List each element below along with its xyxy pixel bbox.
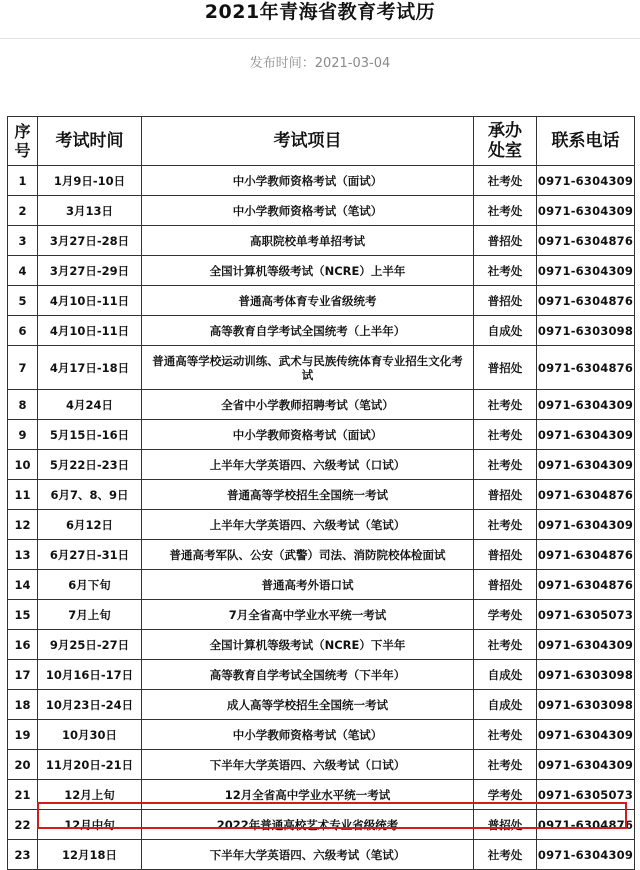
row-time: 6月12日: [38, 510, 142, 540]
row-no: 9: [8, 420, 38, 450]
row-dept: 社考处: [474, 196, 537, 226]
table-row: [8, 390, 635, 420]
row-time: 10月30日: [38, 720, 142, 750]
page-title: 2021年青海省教育考试历: [204, 1, 436, 23]
table-row: [8, 720, 635, 750]
row-dept: 普招处: [474, 570, 537, 600]
row-no: 10: [8, 450, 38, 480]
row-no: 20: [8, 750, 38, 780]
row-time: 12月上旬: [38, 780, 142, 810]
row-phone: 0971-6304876: [537, 570, 635, 600]
row-exam: 普通高考外语口试: [142, 570, 474, 600]
table-row-highlighted: [8, 810, 635, 840]
row-exam: 全省中小学教师招聘考试（笔试）: [142, 390, 474, 420]
row-phone: 0971-6304876: [537, 346, 635, 390]
row-no: 21: [8, 780, 38, 810]
row-phone: 0971-6305073: [537, 780, 635, 810]
row-no: 23: [8, 840, 38, 870]
row-time: 5月15日-16日: [38, 420, 142, 450]
header-exam: 考试项目: [142, 117, 474, 166]
row-time: 3月27日-28日: [38, 226, 142, 256]
header-dept: 承办处室: [474, 117, 537, 166]
publish-date-line: [0, 52, 640, 71]
row-no: 11: [8, 480, 38, 510]
row-dept: 社考处: [474, 166, 537, 196]
exam-schedule-table: [7, 116, 635, 870]
row-no: 22: [8, 810, 38, 840]
row-dept: 普招处: [474, 540, 537, 570]
title-divider: [0, 38, 640, 39]
row-phone: 0971-6304876: [537, 540, 635, 570]
table-row: [8, 600, 635, 630]
table-row: [8, 346, 635, 390]
row-no: 3: [8, 226, 38, 256]
row-dept: 学考处: [474, 600, 537, 630]
row-no: 15: [8, 600, 38, 630]
row-phone: 0971-6304309: [537, 750, 635, 780]
table-row: [8, 196, 635, 226]
row-dept: 自成处: [474, 660, 537, 690]
row-exam: 上半年大学英语四、六级考试（笔试）: [142, 510, 474, 540]
row-no: 12: [8, 510, 38, 540]
row-exam: 下半年大学英语四、六级考试（口试）: [142, 750, 474, 780]
row-time: 7月上旬: [38, 600, 142, 630]
row-dept: 普招处: [474, 480, 537, 510]
table-row: [8, 286, 635, 316]
row-phone: 0971-6304876: [537, 810, 635, 840]
row-phone: 0971-6304309: [537, 630, 635, 660]
row-exam: 成人高等学校招生全国统一考试: [142, 690, 474, 720]
row-dept: 普招处: [474, 346, 537, 390]
row-time: 6月下旬: [38, 570, 142, 600]
row-no: 6: [8, 316, 38, 346]
row-time: 4月10日-11日: [38, 316, 142, 346]
row-time: 10月23日-24日: [38, 690, 142, 720]
row-exam: 中小学教师资格考试（笔试）: [142, 196, 474, 226]
row-exam: 普通高等学校招生全国统一考试: [142, 480, 474, 510]
row-phone: 0971-6304309: [537, 840, 635, 870]
row-dept: 社考处: [474, 840, 537, 870]
row-dept: 社考处: [474, 390, 537, 420]
table-row: [8, 750, 635, 780]
row-time: 9月25日-27日: [38, 630, 142, 660]
row-phone: 0971-6304309: [537, 450, 635, 480]
row-exam: 下半年大学英语四、六级考试（笔试）: [142, 840, 474, 870]
header-time: 考试时间: [38, 117, 142, 166]
header-phone: 联系电话: [537, 117, 635, 166]
row-time: 4月10日-11日: [38, 286, 142, 316]
publish-date-label: 发布时间：: [249, 56, 315, 71]
row-no: 17: [8, 660, 38, 690]
row-exam: 全国计算机等级考试（NCRE）上半年: [142, 256, 474, 286]
row-exam: 全国计算机等级考试（NCRE）下半年: [142, 630, 474, 660]
row-exam: 高等教育自学考试全国统考（下半年）: [142, 660, 474, 690]
publish-date: 2021-03-04: [314, 56, 391, 71]
table-row: [8, 420, 635, 450]
row-exam: 普通高考军队、公安（武警）司法、消防院校体检面试: [142, 540, 474, 570]
table-row: [8, 840, 635, 870]
row-no: 4: [8, 256, 38, 286]
row-phone: 0971-6303098: [537, 316, 635, 346]
table-row: [8, 630, 635, 660]
row-exam: 普通高考体育专业省级统考: [142, 286, 474, 316]
table-row: [8, 226, 635, 256]
row-no: 18: [8, 690, 38, 720]
row-no: 1: [8, 166, 38, 196]
table-row: [8, 660, 635, 690]
row-dept: 社考处: [474, 450, 537, 480]
table-row: [8, 780, 635, 810]
row-time: 11月20日-21日: [38, 750, 142, 780]
row-no: 2: [8, 196, 38, 226]
row-exam: 高等教育自学考试全国统考（上半年）: [142, 316, 474, 346]
row-phone: 0971-6305073: [537, 600, 635, 630]
row-dept: 社考处: [474, 420, 537, 450]
row-exam: 2022年普通高校艺术专业省级统考: [142, 810, 474, 840]
row-exam: 中小学教师资格考试（面试）: [142, 166, 474, 196]
row-time: 3月27日-29日: [38, 256, 142, 286]
row-time: 1月9日-10日: [38, 166, 142, 196]
row-no: 19: [8, 720, 38, 750]
table-row: [8, 256, 635, 286]
row-phone: 0971-6304309: [537, 720, 635, 750]
row-phone: 0971-6304309: [537, 196, 635, 226]
row-dept: 社考处: [474, 750, 537, 780]
table-row: [8, 450, 635, 480]
row-dept: 自成处: [474, 316, 537, 346]
table-row: [8, 570, 635, 600]
row-dept: 学考处: [474, 780, 537, 810]
table-row: [8, 510, 635, 540]
row-time: 5月22日-23日: [38, 450, 142, 480]
row-dept: 普招处: [474, 226, 537, 256]
row-exam: 上半年大学英语四、六级考试（口试）: [142, 450, 474, 480]
row-dept: 社考处: [474, 630, 537, 660]
table-row: [8, 166, 635, 196]
row-no: 8: [8, 390, 38, 420]
header-no: 序号: [8, 117, 38, 166]
table-row: [8, 690, 635, 720]
row-phone: 0971-6303098: [537, 660, 635, 690]
row-phone: 0971-6304309: [537, 510, 635, 540]
row-no: 13: [8, 540, 38, 570]
row-no: 16: [8, 630, 38, 660]
row-time: 4月24日: [38, 390, 142, 420]
row-phone: 0971-6304309: [537, 256, 635, 286]
row-dept: 普招处: [474, 286, 537, 316]
row-phone: 0971-6304876: [537, 480, 635, 510]
row-no: 5: [8, 286, 38, 316]
row-no: 14: [8, 570, 38, 600]
row-time: 6月27日-31日: [38, 540, 142, 570]
row-exam: 高职院校单考单招考试: [142, 226, 474, 256]
row-exam: 普通高等学校运动训练、武术与民族传统体育专业招生文化考试: [142, 346, 474, 390]
row-exam: 12月全省高中学业水平统一考试: [142, 780, 474, 810]
row-phone: 0971-6304876: [537, 286, 635, 316]
row-time: 10月16日-17日: [38, 660, 142, 690]
table-row: [8, 540, 635, 570]
row-time: 12月中旬: [38, 810, 142, 840]
row-exam: 7月全省高中学业水平统一考试: [142, 600, 474, 630]
row-time: 3月13日: [38, 196, 142, 226]
row-phone: 0971-6304309: [537, 390, 635, 420]
row-dept: 普招处: [474, 810, 537, 840]
row-phone: 0971-6304309: [537, 420, 635, 450]
row-dept: 社考处: [474, 256, 537, 286]
row-phone: 0971-6303098: [537, 690, 635, 720]
row-dept: 社考处: [474, 720, 537, 750]
row-time: 6月7、8、9日: [38, 480, 142, 510]
row-dept: 社考处: [474, 510, 537, 540]
table-header-row: [8, 117, 635, 166]
row-phone: 0971-6304876: [537, 226, 635, 256]
row-time: 4月17日-18日: [38, 346, 142, 390]
row-exam: 中小学教师资格考试（面试）: [142, 420, 474, 450]
row-time: 12月18日: [38, 840, 142, 870]
row-phone: 0971-6304309: [537, 166, 635, 196]
row-exam: 中小学教师资格考试（笔试）: [142, 720, 474, 750]
table-row: [8, 480, 635, 510]
table-row: [8, 316, 635, 346]
row-dept: 自成处: [474, 690, 537, 720]
row-no: 7: [8, 346, 38, 390]
